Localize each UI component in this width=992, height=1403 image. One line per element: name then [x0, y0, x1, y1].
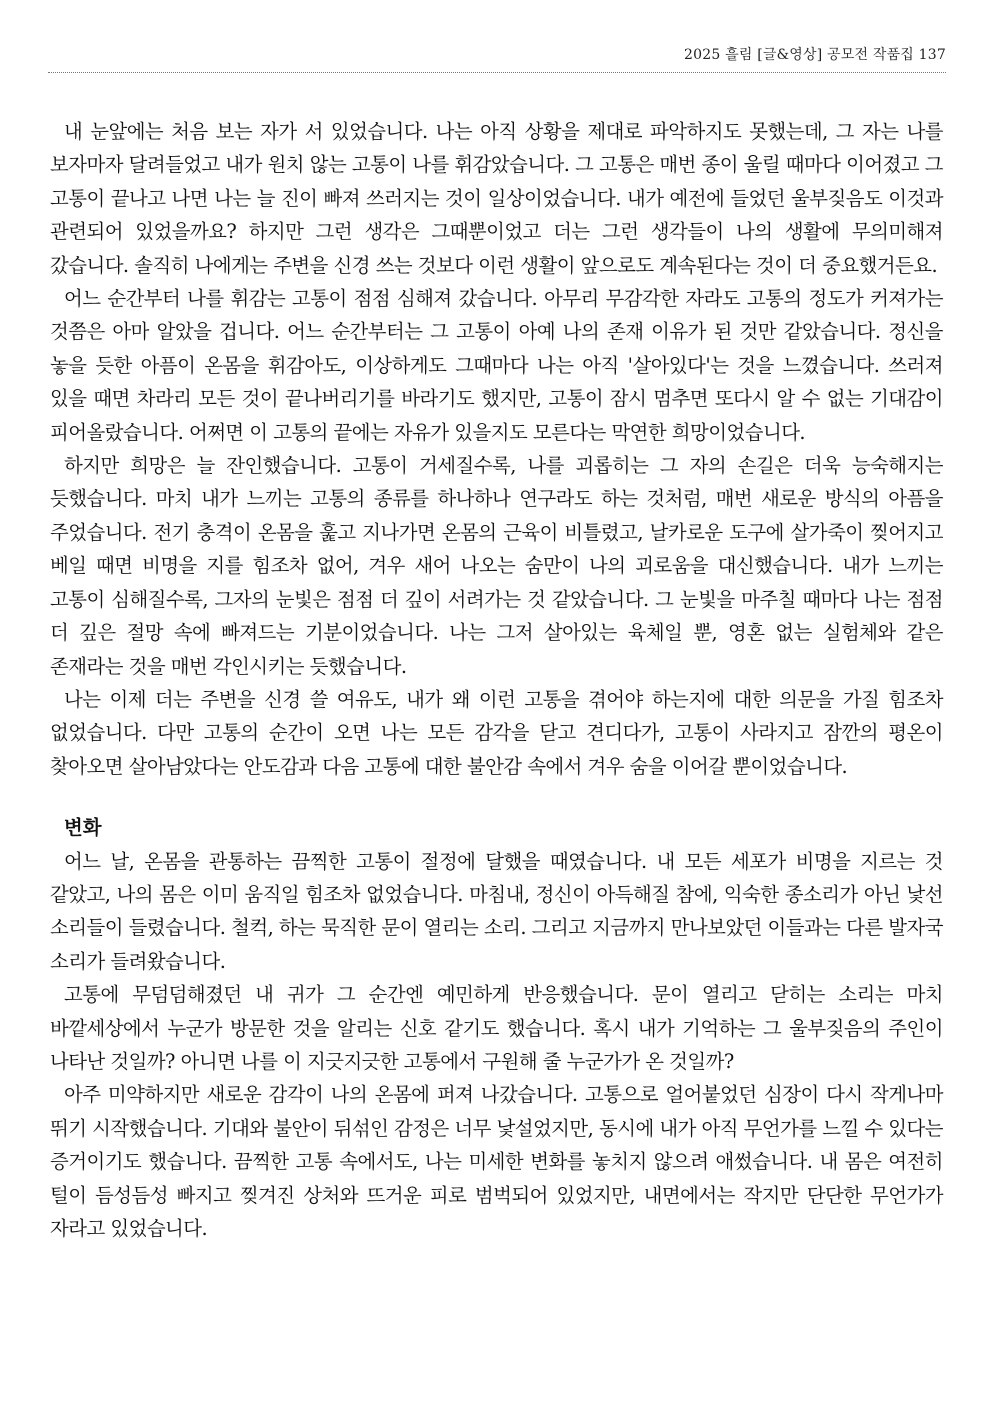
paragraph: 어느 순간부터 나를 휘감는 고통이 점점 심해져 갔습니다. 아무리 무감각한 자라도 고통의 정도가 커져가는 것쯤은 아마 알았을 겁니다. 어느 순간부터는 그 고통이 아예 나의 존재 이유가 된 것만 같았습니다. 정신을 놓을 듯한 아픔이 온몸을 휘감아도, 이상하게도 그때마다 나는 아직 '살아있다'는 것을 느꼈습니다. 쓰러져 있을 때면 차라리 모든 것이 끝나버리기를 바라기도 했지만, 고통이 잠시 멈추면 또다시 알 수 없는 기대감이 피어올랐습니다. 어쩌면 이 고통의 끝에는 자유가 있을지도 모른다는 막연한 희망이었습니다. — [50, 287, 943, 444]
section-heading: 변화 — [64, 816, 102, 840]
paragraph: 고통에 무덤덤해졌던 내 귀가 그 순간엔 예민하게 반응했습니다. 문이 열리고 닫히는 소리는 마치 바깥세상에서 누군가 방문한 것을 알리는 신호 같기도 했습니다. 혹시 내가 기억하는 그 울부짖음의 주인이 나타난 것일까? 아니면 나를 이 지긋지긋한 고통에서 구원해 줄 누군가가 온 것일까? — [50, 983, 943, 1073]
paragraph: 아주 미약하지만 새로운 감각이 나의 온몸에 퍼져 나갔습니다. 고통으로 얼어붙었던 심장이 다시 작게나마 뛰기 시작했습니다. 기대와 불안이 뒤섞인 감정은 너무 낯설었지만, 동시에 내가 아직 무언가를 느낄 수 있다는 증거이기도 했습니다. 끔찍한 고통 속에서도, 나는 미세한 변화를 놓치지 않으려 애썼습니다. 내 몸은 여전히 털이 듬성듬성 빠지고 찢겨진 상처와 뜨거운 피로 범벅되어 있었지만, 내면에서는 작지만 단단한 무언가가 자라고 있었습니다. — [50, 1083, 943, 1240]
running-header: 2025 흘림 [글&영상] 공모전 작품집 137 — [684, 47, 946, 63]
body-text — [50, 115, 943, 1245]
page-header — [48, 40, 946, 73]
paragraph: 내 눈앞에는 처음 보는 자가 서 있었습니다. 나는 아직 상황을 제대로 파악하지도 못했는데, 그 자는 나를 보자마자 달려들었고 내가 원치 않는 고통이 나를 휘감았습니다. 그 고통은 매번 종이 울릴 때마다 이어졌고 그 고통이 끝나고 나면 나는 늘 진이 빠져 쓰러지는 것이 일상이었습니다. 내가 예전에 들었던 울부짖음도 이것과 관련되어 있었을까요? 하지만 그런 생각은 그때뿐이었고 더는 그런 생각들이 나의 생활에 무의미해져 갔습니다. 솔직히 나에게는 주변을 신경 쓰는 것보다 이런 생활이 앞으로도 계속된다는 것이 더 중요했거든요. — [50, 120, 943, 277]
paragraph: 나는 이제 더는 주변을 신경 쓸 여유도, 내가 왜 이런 고통을 겪어야 하는지에 대한 의문을 가질 힘조차 없었습니다. 다만 고통의 순간이 오면 나는 모든 감각을 닫고 견디다가, 고통이 사라지고 잠깐의 평온이 찾아오면 살아남았다는 안도감과 다음 고통에 대한 불안감 속에서 겨우 숨을 이어갈 뿐이었습니다. — [50, 687, 943, 778]
paragraph: 어느 날, 온몸을 관통하는 끔찍한 고통이 절정에 달했을 때였습니다. 내 모든 세포가 비명을 지르는 것 같았고, 나의 몸은 이미 움직일 힘조차 없었습니다. 마침내, 정신이 아득해질 참에, 익숙한 종소리가 아닌 낯선 소리들이 들렸습니다. 철컥, 하는 묵직한 문이 열리는 소리. 그리고 지금까지 만나보았던 이들과는 다른 발자국 소리가 들려왔습니다. — [50, 849, 943, 973]
paragraph: 하지만 희망은 늘 잔인했습니다. 고통이 거세질수록, 나를 괴롭히는 그 자의 손길은 더욱 능숙해지는 듯했습니다. 마치 내가 느끼는 고통의 종류를 하나하나 연구라도 하는 것처럼, 매번 새로운 방식의 아픔을 주었습니다. 전기 충격이 온몸을 훑고 지나가면 온몸의 근육이 비틀렸고, 날카로운 도구에 살가죽이 찢어지고 베일 때면 비명을 지를 힘조차 없어, 겨우 새어 나오는 숨만이 나의 괴로움을 대신했습니다. 내가 느끼는 고통이 심해질수록, 그자의 눈빛은 점점 더 깊이 서려가는 것 같았습니다. 그 눈빛을 마주칠 때마다 나는 점점 더 깊은 절망 속에 빠져드는 기분이었습니다. 나는 그저 살아있는 육체일 뿐, 영혼 없는 실험체와 같은 존재라는 것을 매번 각인시키는 듯했습니다. — [50, 454, 943, 678]
